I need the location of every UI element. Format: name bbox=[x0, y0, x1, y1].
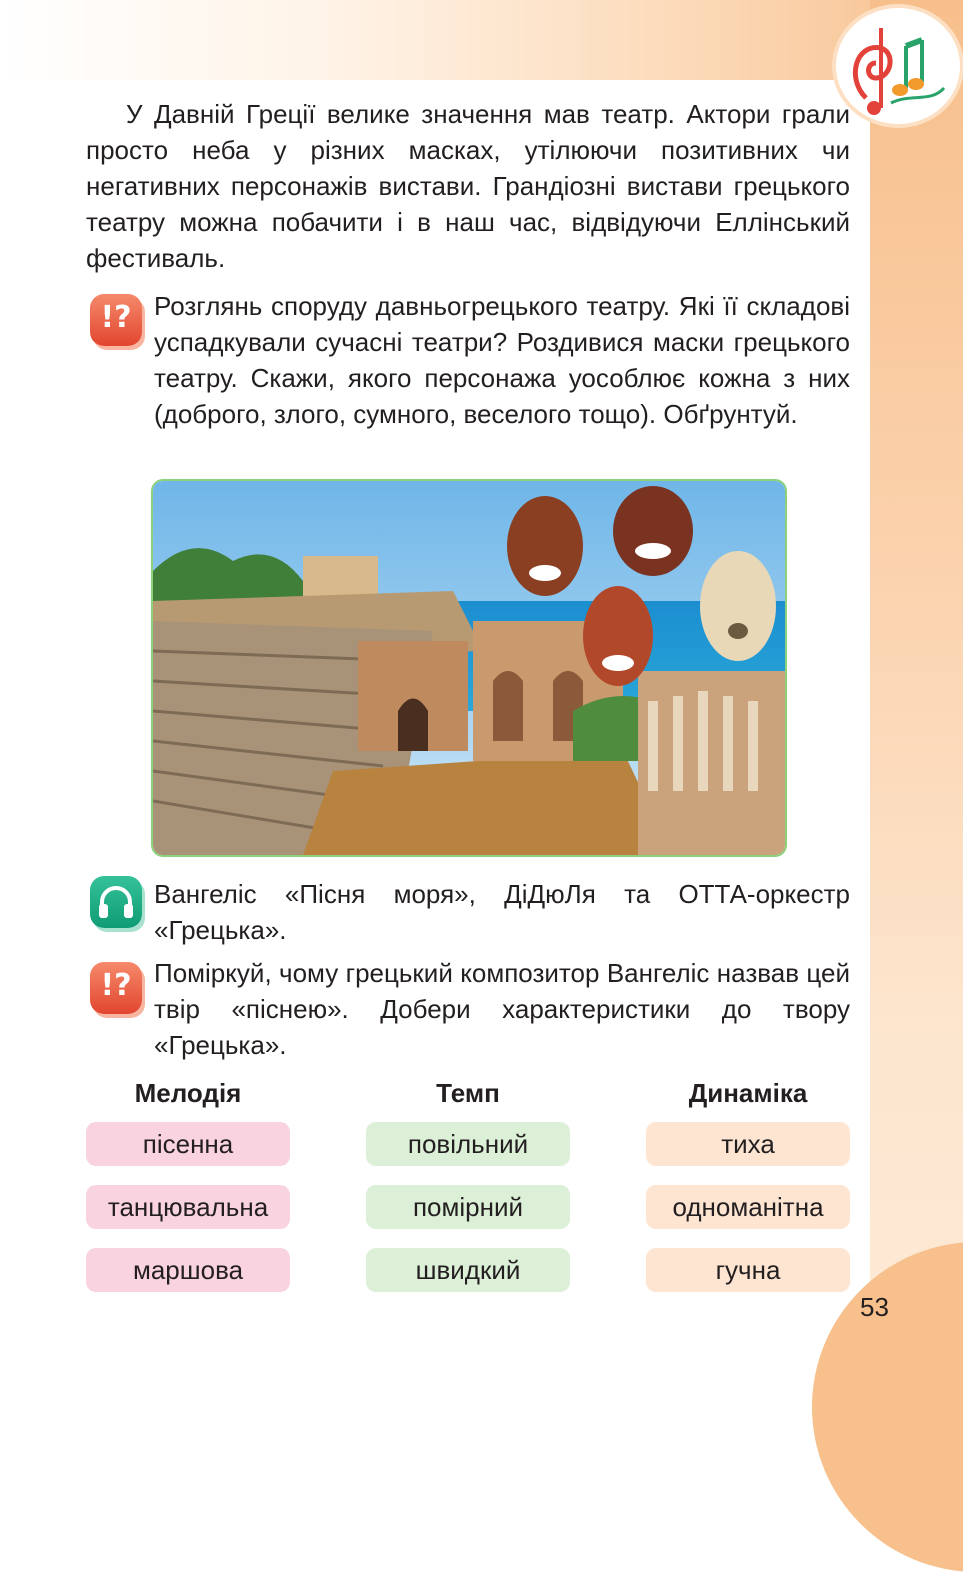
question-icon bbox=[90, 294, 142, 346]
option-melody-1[interactable]: пісенна bbox=[86, 1122, 290, 1166]
column-title-melody: Мелодія bbox=[134, 1078, 242, 1108]
option-tempo-3[interactable]: швидкий bbox=[366, 1248, 570, 1292]
headphones-icon bbox=[90, 876, 142, 928]
option-dynamics-3[interactable]: гучна bbox=[646, 1248, 850, 1292]
option-melody-3[interactable]: маршова bbox=[86, 1248, 290, 1292]
listening-text: Вангеліс «Пісня моря», ДіДюЛя та ОТТА-оркестр «Грецька». bbox=[154, 879, 850, 945]
question-icon bbox=[90, 962, 142, 1014]
top-band bbox=[0, 0, 963, 80]
option-dynamics-1[interactable]: тиха bbox=[646, 1122, 850, 1166]
option-dynamics-2[interactable]: одноманітна bbox=[646, 1185, 850, 1229]
option-tempo-1[interactable]: повільний bbox=[366, 1122, 570, 1166]
music-notes-icon bbox=[836, 8, 960, 124]
intro-paragraph: У Давній Греції велике значення мав театр. Актори грали просто неба у різних масках, утілюючи позитивних чи негативних персонажів вистави. Грандіозні вистави грецького театру можна побачити і в наш час, відвідуючи Еллінський фестиваль. bbox=[86, 99, 850, 273]
right-band bbox=[870, 0, 963, 1394]
question-text-1: Розглянь споруду давньогрецького театру. Які її складові успадкували сучасні театри? Роздивися маски грецького театру. Скажи, якого персонажа уособлює кожна з них (доброго, злого, сумного, веселого тощо). Обґрунтуй. bbox=[154, 291, 850, 429]
option-tempo-2[interactable]: помірний bbox=[366, 1185, 570, 1229]
page-number: 53 bbox=[860, 1292, 889, 1322]
column-title-tempo: Темп bbox=[436, 1078, 500, 1108]
option-melody-2[interactable]: танцювальна bbox=[86, 1185, 290, 1229]
question-text-2: Поміркуй, чому грецький композитор Вангеліс назвав цей твір «піснею». Добери характеристики до твору «Грецька». bbox=[154, 958, 850, 1060]
column-title-dynamics: Динаміка bbox=[688, 1078, 808, 1108]
greek-theatre-photo bbox=[151, 479, 787, 857]
